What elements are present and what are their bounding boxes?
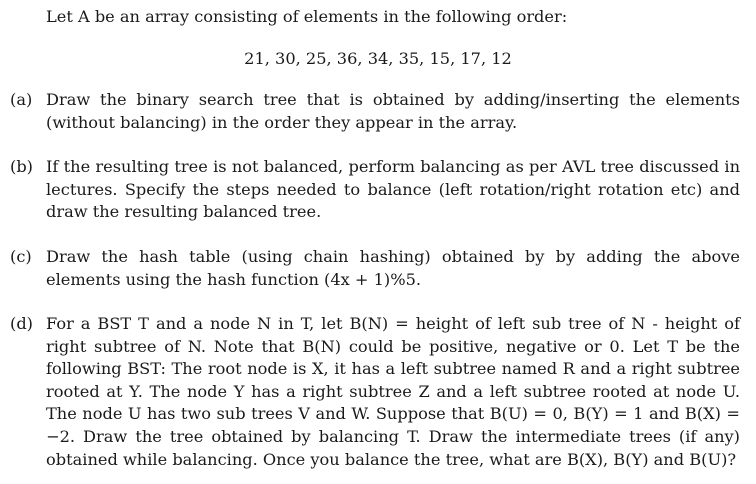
question-d-label: (d)	[10, 314, 33, 333]
question-a	[10, 89, 740, 134]
question-a-text: Draw the binary search tree that is obtained by adding/inserting the elements (without balancing) in the order they appear in the array.	[46, 90, 740, 132]
question-c-text: Draw the hash table (using chain hashing) obtained by by adding the above elements using the hash function (4x + 1)%5.	[46, 247, 740, 289]
array-sequence: 21, 30, 25, 36, 34, 35, 15, 17, 12	[244, 49, 512, 68]
question-b-text: If the resulting tree is not balanced, perform balancing as per AVL tree discussed in lectures. Specify the steps needed to balance (left rotation/right rotation etc) and draw the resulting balanced tree.	[46, 157, 740, 222]
problem-intro: Let A be an array consisting of elements in the following order:	[46, 7, 568, 26]
question-a-label: (a)	[10, 90, 33, 109]
question-d-text: For a BST T and a node N in T, let B(N) = height of left sub tree of N - height of right subtree of N. Note that B(N) could be positive, negative or 0. Let T be the following BST: The root node is X, it has a left subtree named R and a right subtree rooted at Y. The node Y has a right subtree Z and a left subtree rooted at node U. The node U has two sub trees V and W. Suppose that B(U) = 0, B(Y) = 1 and B(X) = −2. Draw the tree obtained by balancing T. Draw the intermediate trees (if any) obtained while balancing. Once you balance the tree, what are B(X), B(Y) and B(U)?	[46, 314, 740, 469]
question-b-label: (b)	[10, 157, 33, 176]
question-b	[10, 156, 740, 224]
question-c-label: (c)	[10, 247, 32, 266]
question-c	[10, 246, 740, 291]
question-d	[10, 313, 740, 471]
